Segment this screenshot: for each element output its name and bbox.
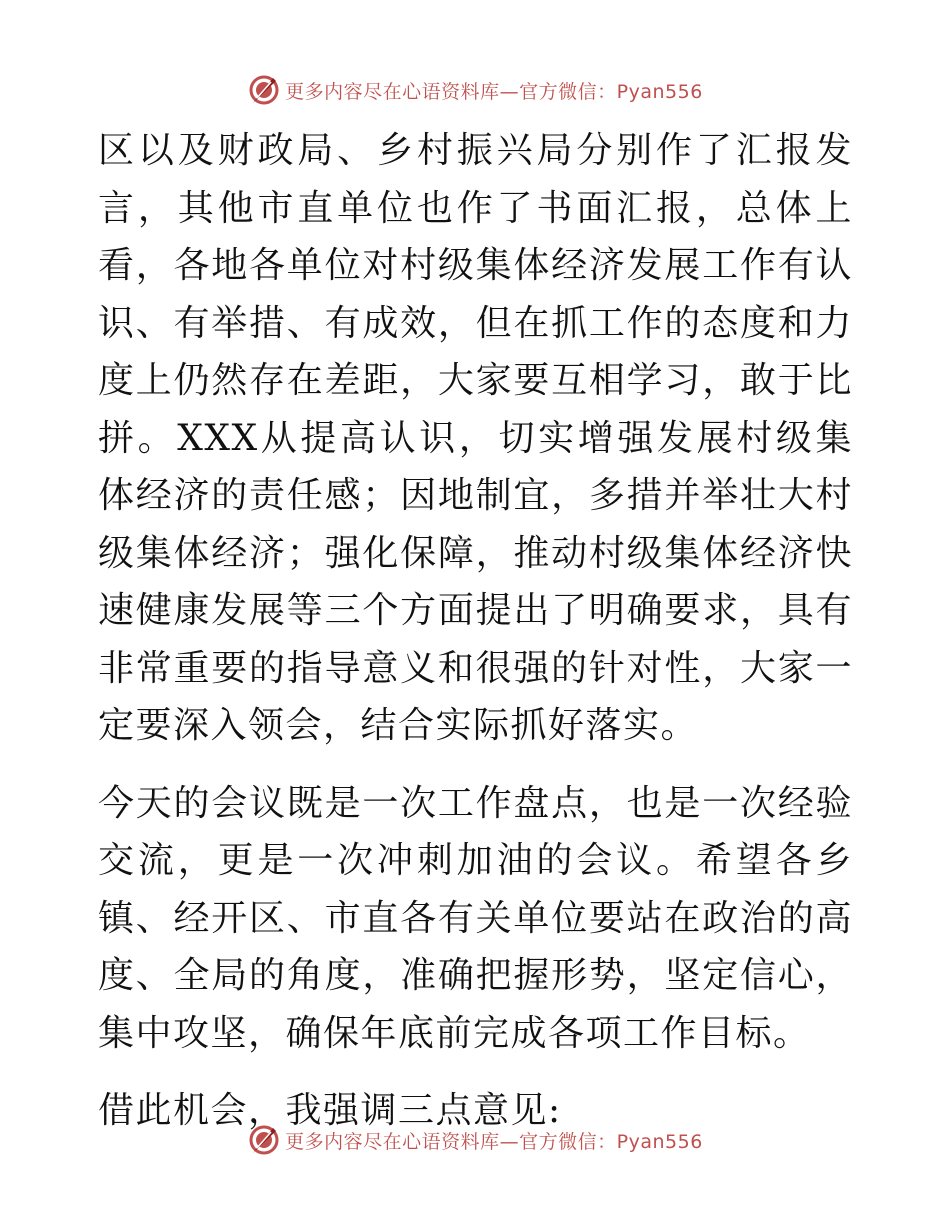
header-banner <box>0 70 950 110</box>
document-body <box>98 122 853 1140</box>
paragraph-1: 区以及财政局、乡村振兴局分别作了汇报发言，其他市直单位也作了书面汇报，总体上看，各地各单位对村级集体经济发展工作有认识、有举措、有成效，但在抓工作的态度和力度上仍然存在差距，大家要互相学习，敢于比拼。XXX从提高认识，切实增强发展村级集体经济的责任感；因地制宜，多措并举壮大村级集体经济；强化保障，推动村级集体经济快速健康发展等三个方面提出了明确要求，具有非常重要的指导意义和很强的针对性，大家一定要深入领会，结合实际抓好落实。 <box>98 130 853 746</box>
footer-banner-text: 更多内容尽在心语资料库—官方微信：Pyan556 <box>285 1130 703 1153</box>
footer-banner <box>0 1120 950 1160</box>
paragraph-3: 借此机会，我强调三点意见: <box>98 1090 562 1131</box>
quill-emblem-icon <box>247 73 281 107</box>
quill-emblem-icon <box>247 1123 281 1157</box>
header-banner-text: 更多内容尽在心语资料库—官方微信：Pyan556 <box>285 80 703 103</box>
paragraph-2: 今天的会议既是一次工作盘点，也是一次经验交流，更是一次冲刺加油的会议。希望各乡镇、经开区、市直各有关单位要站在政治的高度、全局的角度，准确把握形势，坚定信心，集中攻坚，确保年底前完成各项工作目标。 <box>98 782 853 1054</box>
